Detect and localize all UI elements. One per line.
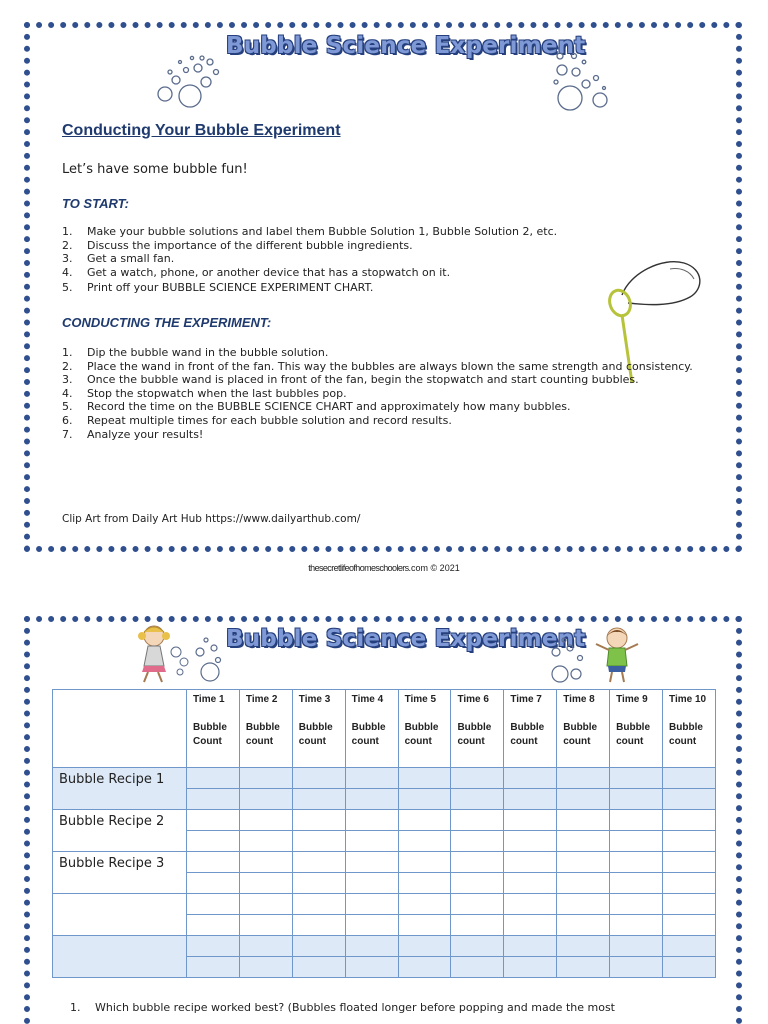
chart-cell[interactable]	[187, 789, 240, 810]
count-header: Bubble count	[610, 717, 663, 768]
time-header: Time 7	[504, 690, 557, 717]
chart-cell[interactable]	[345, 957, 398, 978]
chart-cell[interactable]	[663, 936, 716, 957]
bubbles-left-icon	[190, 634, 224, 684]
time-header: Time 10	[663, 690, 716, 717]
count-header: Bubble count	[663, 717, 716, 768]
chart-cell[interactable]	[663, 894, 716, 915]
chart-cell[interactable]	[557, 789, 610, 810]
chart-cell[interactable]	[451, 873, 504, 894]
chart-cell[interactable]	[610, 873, 663, 894]
chart-cell[interactable]	[239, 810, 292, 831]
chart-cell[interactable]	[610, 915, 663, 936]
chart-cell[interactable]	[187, 810, 240, 831]
chart-cell[interactable]	[557, 957, 610, 978]
chart-cell[interactable]	[398, 810, 451, 831]
chart-cell[interactable]	[663, 831, 716, 852]
chart-cell[interactable]	[345, 810, 398, 831]
chart-cell[interactable]	[239, 873, 292, 894]
list-item: 4. Get a watch, phone, or another device that has a stopwatch on it.	[62, 265, 451, 279]
chart-cell[interactable]	[398, 789, 451, 810]
chart-cell[interactable]	[187, 894, 240, 915]
count-header: Bubble count	[557, 717, 610, 768]
chart-cell[interactable]	[610, 936, 663, 957]
time-header: Time 2	[239, 690, 292, 717]
chart-cell[interactable]	[451, 957, 504, 978]
chart-cell[interactable]	[398, 768, 451, 789]
table-row	[53, 936, 716, 957]
chart-cell[interactable]	[292, 831, 345, 852]
chart-cell[interactable]	[451, 810, 504, 831]
chart-cell[interactable]	[398, 915, 451, 936]
chart-cell[interactable]	[663, 873, 716, 894]
chart-cell[interactable]	[187, 957, 240, 978]
chart-cell[interactable]	[557, 915, 610, 936]
clip-art-credit: Clip Art from Daily Art Hub https://www.dailyarthub.com/	[62, 513, 361, 525]
chart-cell[interactable]	[504, 936, 557, 957]
chart-cell[interactable]	[187, 915, 240, 936]
chart-banner-title: Bubble Science Experiment	[226, 626, 586, 652]
list-item: 2. Place the wand in front of the fan. This way the bubbles are always blown the same strength and consistency.	[62, 359, 693, 373]
chart-cell[interactable]	[557, 873, 610, 894]
bubbles-right-icon	[548, 48, 618, 114]
chart-cell[interactable]	[292, 789, 345, 810]
count-header: Bubble count	[451, 717, 504, 768]
chart-cell[interactable]	[345, 789, 398, 810]
intro-text: Let’s have some bubble fun!	[62, 162, 248, 177]
chart-cell[interactable]	[504, 852, 557, 873]
recipe-label: Bubble Recipe 3	[53, 852, 187, 894]
list-item: 4. Stop the stopwatch when the last bubbles pop.	[62, 386, 347, 400]
chart-cell[interactable]	[398, 831, 451, 852]
list-item: 3. Once the bubble wand is placed in front of the fan, begin the stopwatch and start counting bubbles.	[62, 373, 639, 387]
chart-cell[interactable]	[504, 894, 557, 915]
chart-cell[interactable]	[610, 810, 663, 831]
time-header: Time 3	[292, 690, 345, 717]
bubble-science-chart	[52, 689, 716, 978]
corner-cell	[53, 690, 187, 768]
chart-cell[interactable]	[610, 831, 663, 852]
chart-cell[interactable]	[292, 810, 345, 831]
chart-cell[interactable]	[504, 873, 557, 894]
footer-site: thesecretlifeofhomeschoolers	[308, 563, 409, 573]
chart-cell[interactable]	[345, 831, 398, 852]
chart-cell[interactable]	[239, 768, 292, 789]
chart-cell[interactable]	[451, 831, 504, 852]
chart-cell[interactable]	[345, 852, 398, 873]
table-row	[53, 768, 716, 789]
list-item: 5. Print off your BUBBLE SCIENCE EXPERIMENT CHART.	[62, 281, 374, 295]
chart-cell[interactable]	[239, 915, 292, 936]
footer-copyright: .com © 2021	[408, 563, 460, 573]
bubbles-left-icon	[150, 50, 222, 112]
chart-cell[interactable]	[663, 810, 716, 831]
time-header: Time 6	[451, 690, 504, 717]
chart-cell[interactable]	[239, 852, 292, 873]
chart-cell[interactable]	[451, 789, 504, 810]
question-item: 1. Which bubble recipe worked best? (Bubbles floated longer before popping and made the most	[70, 1001, 615, 1014]
chart-cell[interactable]	[504, 768, 557, 789]
chart-cell[interactable]	[292, 894, 345, 915]
count-header: Bubble count	[345, 717, 398, 768]
chart-cell[interactable]	[187, 873, 240, 894]
chart-cell[interactable]	[663, 789, 716, 810]
list-item: 6. Repeat multiple times for each bubble solution and record results.	[62, 413, 452, 427]
page-footer	[0, 563, 768, 573]
chart-cell[interactable]	[345, 894, 398, 915]
chart-cell[interactable]	[292, 957, 345, 978]
chart-cell[interactable]	[663, 957, 716, 978]
recipe-label: Bubble Recipe 1	[53, 768, 187, 810]
chart-cell[interactable]	[557, 894, 610, 915]
chart-cell[interactable]	[557, 768, 610, 789]
chart-cell[interactable]	[398, 873, 451, 894]
chart-cell[interactable]	[292, 852, 345, 873]
chart-cell[interactable]	[345, 873, 398, 894]
count-header: Bubble count	[504, 717, 557, 768]
list-item: 5. Record the time on the BUBBLE SCIENCE CHART and approximately how many bubbles.	[62, 400, 571, 414]
table-row	[53, 810, 716, 831]
chart-cell[interactable]	[398, 852, 451, 873]
chart-cell[interactable]	[187, 852, 240, 873]
count-header: Bubble count	[292, 717, 345, 768]
chart-cell[interactable]	[610, 852, 663, 873]
list-item: 1. Make your bubble solutions and label them Bubble Solution 1, Bubble Solution 2, etc.	[62, 225, 558, 238]
chart-cell[interactable]	[239, 957, 292, 978]
chart-cell[interactable]	[239, 936, 292, 957]
chart-cell[interactable]	[398, 936, 451, 957]
chart-cell[interactable]	[663, 852, 716, 873]
table-row	[53, 852, 716, 873]
chart-cell[interactable]	[187, 831, 240, 852]
recipe-label	[53, 936, 187, 978]
bubbles-right-icon	[546, 634, 586, 686]
time-header: Time 1	[187, 690, 240, 717]
chart-cell[interactable]	[557, 831, 610, 852]
time-header: Time 4	[345, 690, 398, 717]
boy-clipart-icon	[592, 626, 642, 684]
chart-cell[interactable]	[187, 768, 240, 789]
questions-list	[70, 1001, 710, 1014]
chart-cell[interactable]	[557, 852, 610, 873]
chart-cell[interactable]	[504, 831, 557, 852]
chart-cell[interactable]	[451, 768, 504, 789]
chart-cell[interactable]	[451, 852, 504, 873]
list-item: 2. Discuss the importance of the different bubble ingredients.	[62, 238, 413, 252]
chart-cell[interactable]	[292, 768, 345, 789]
chart-cell[interactable]	[451, 894, 504, 915]
list-item: 7. Analyze your results!	[62, 427, 204, 441]
list-item: 1. Dip the bubble wand in the bubble solution.	[62, 346, 329, 359]
chart-cell[interactable]	[557, 936, 610, 957]
chart-cell[interactable]	[610, 894, 663, 915]
time-header: Time 5	[398, 690, 451, 717]
chart-cell[interactable]	[292, 873, 345, 894]
chart-cell[interactable]	[187, 936, 240, 957]
girl-clipart-icon	[130, 622, 190, 684]
table-row	[53, 894, 716, 915]
chart-cell[interactable]	[451, 936, 504, 957]
banner-title: Bubble Science Experiment	[226, 33, 586, 59]
chart-cell[interactable]	[345, 768, 398, 789]
chart-cell[interactable]	[610, 789, 663, 810]
time-header-row	[53, 690, 716, 717]
chart-cell[interactable]	[663, 915, 716, 936]
chart-cell[interactable]	[610, 957, 663, 978]
chart-cell[interactable]	[398, 957, 451, 978]
time-header: Time 9	[610, 690, 663, 717]
chart-cell[interactable]	[239, 789, 292, 810]
chart-cell[interactable]	[292, 915, 345, 936]
chart-cell[interactable]	[557, 810, 610, 831]
chart-cell[interactable]	[398, 894, 451, 915]
chart-cell[interactable]	[504, 957, 557, 978]
chart-cell[interactable]	[239, 894, 292, 915]
chart-cell[interactable]	[345, 915, 398, 936]
chart-cell[interactable]	[504, 810, 557, 831]
count-header: Bubble count	[239, 717, 292, 768]
time-header: Time 8	[557, 690, 610, 717]
chart-cell[interactable]	[663, 768, 716, 789]
chart-cell[interactable]	[239, 831, 292, 852]
chart-cell[interactable]	[504, 915, 557, 936]
conducting-title: CONDUCTING THE EXPERIMENT:	[62, 315, 272, 330]
chart-cell[interactable]	[345, 936, 398, 957]
count-header: Bubble Count	[187, 717, 240, 768]
conduct-steps-list	[62, 346, 702, 441]
count-header: Bubble count	[398, 717, 451, 768]
recipe-label: Bubble Recipe 2	[53, 810, 187, 852]
chart-cell[interactable]	[504, 789, 557, 810]
chart-cell[interactable]	[610, 768, 663, 789]
recipe-label	[53, 894, 187, 936]
to-start-title: TO START:	[62, 196, 129, 211]
section-heading: Conducting Your Bubble Experiment	[62, 122, 341, 139]
chart-cell[interactable]	[292, 936, 345, 957]
list-item: 3. Get a small fan.	[62, 252, 175, 266]
chart-cell[interactable]	[451, 915, 504, 936]
